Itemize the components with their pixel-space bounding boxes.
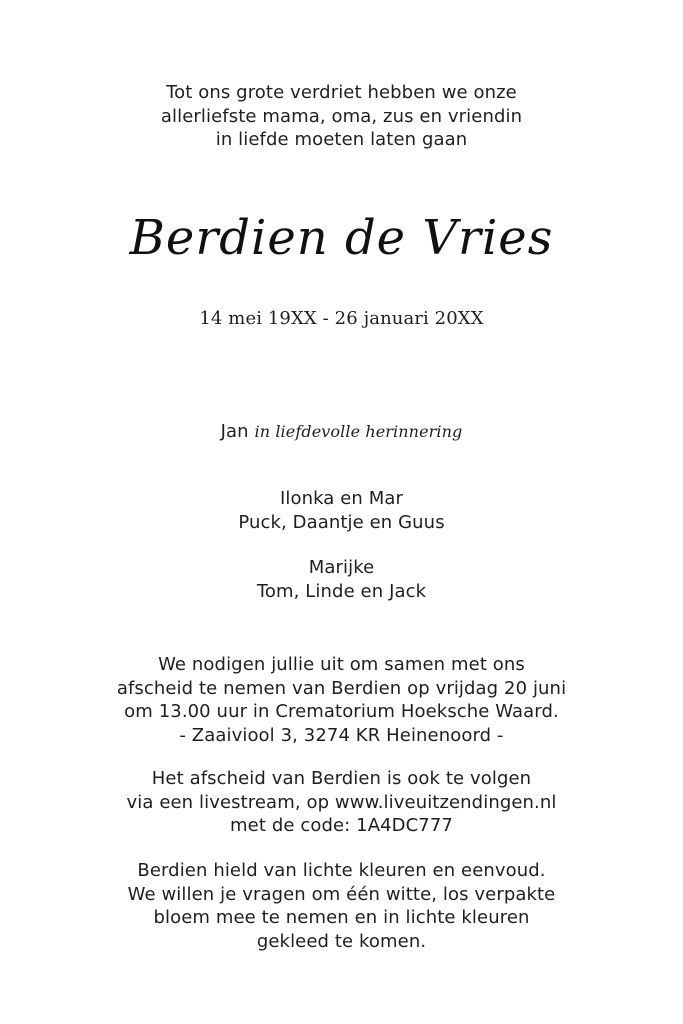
intro-line: allerliefste mama, oma, zus en vriendin	[160, 105, 523, 127]
intro-text	[40, 81, 643, 152]
deceased-name-block	[40, 208, 643, 268]
family-line: Tom, Linde en Jack	[256, 580, 427, 602]
intro-line: in liefde moeten laten gaan	[215, 129, 468, 150]
family-line: Marijke	[308, 557, 375, 578]
livestream-line: met de code: 1A4DC777	[230, 815, 453, 836]
livestream-text	[40, 767, 643, 838]
request-line: bloem mee te nemen en in lichte kleuren	[153, 907, 530, 928]
request-line: We willen je vragen om één witte, los verpakte	[127, 883, 556, 905]
livestream-line: Het afscheid van Berdien is ook te volgen	[151, 768, 532, 789]
family-line: Ilonka en Mar	[279, 488, 404, 509]
life-dates: 14 mei 19XX - 26 januari 20XX	[199, 308, 484, 329]
deceased-name: Berdien de Vries	[129, 210, 554, 266]
memory-block	[40, 420, 643, 444]
family-group-1	[40, 487, 643, 534]
invitation-line: - Zaaiviool 3, 3274 KR Heinenoord -	[179, 724, 504, 746]
dates-block	[40, 307, 643, 331]
livestream-line: via een livestream, op www.liveuitzendingen.nl	[126, 791, 557, 813]
memory-name: Jan	[220, 421, 249, 442]
invitation-line: afscheid te nemen van Berdien op vrijdag 20 juni	[116, 677, 567, 699]
request-line: gekleed te komen.	[256, 930, 427, 952]
family-group-2	[40, 556, 643, 603]
request-text	[40, 859, 643, 953]
memory-phrase: in liefdevolle herinnering	[254, 422, 463, 441]
intro-line: Tot ons grote verdriet hebben we onze	[166, 82, 517, 103]
invitation-line: om 13.00 uur in Crematorium Hoeksche Waard.	[124, 701, 559, 722]
invitation-line: We nodigen jullie uit om samen met ons	[158, 654, 525, 675]
invitation-text	[40, 653, 643, 747]
family-line: Puck, Daantje en Guus	[238, 511, 445, 533]
request-line: Berdien hield van lichte kleuren en eenvoud.	[137, 860, 546, 881]
